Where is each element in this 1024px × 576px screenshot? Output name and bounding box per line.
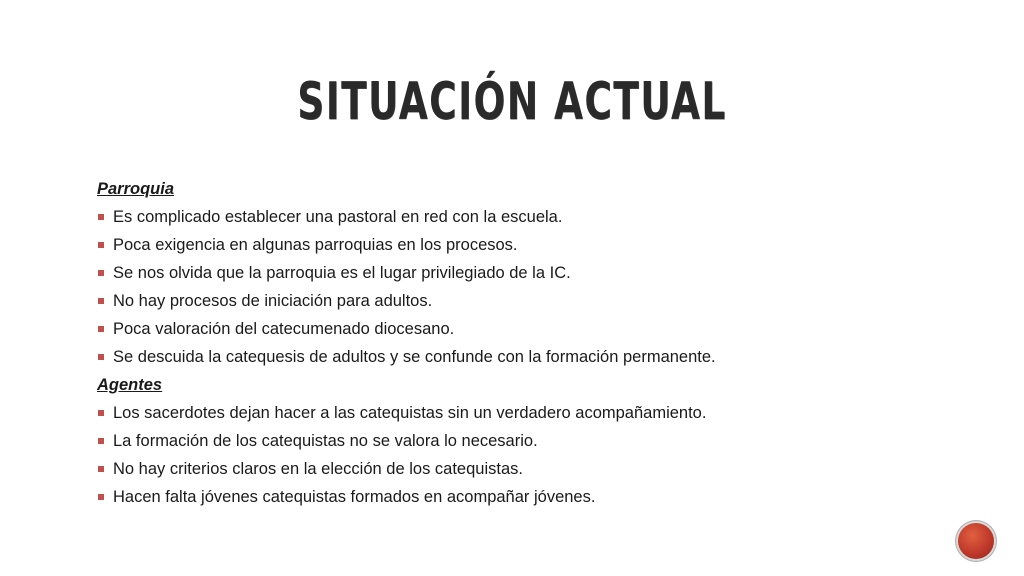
list-item: No hay criterios claros en la elección de los catequistas. <box>97 455 917 483</box>
list-item: La formación de los catequistas no se valora lo necesario. <box>97 427 917 455</box>
section-heading-agentes: Agentes <box>97 376 163 394</box>
slide-title: SITUACIÓN ACTUAL <box>297 72 727 132</box>
list-item: No hay procesos de iniciación para adultos. <box>97 287 917 315</box>
square-bullet-icon <box>97 287 113 315</box>
slide-content <box>97 175 917 511</box>
square-bullet-icon <box>97 399 113 427</box>
section-heading-parroquia: Parroquia <box>97 180 175 198</box>
list-item: Se descuida la catequesis de adultos y se confunde con la formación permanente. <box>97 343 917 371</box>
list-item: Es complicado establecer una pastoral en red con la escuela. <box>97 203 917 231</box>
list-item: Hacen falta jóvenes catequistas formados en acompañar jóvenes. <box>97 483 917 511</box>
list-item: Poca exigencia en algunas parroquias en los procesos. <box>97 231 917 259</box>
list-item: Poca valoración del catecumenado diocesano. <box>97 315 917 343</box>
square-bullet-icon <box>97 427 113 455</box>
square-bullet-icon <box>97 259 113 287</box>
square-bullet-icon <box>97 483 113 511</box>
list-item: Los sacerdotes dejan hacer a las catequistas sin un verdadero acompañamiento. <box>97 399 917 427</box>
slide-number-badge-icon <box>958 523 994 559</box>
square-bullet-icon <box>97 315 113 343</box>
square-bullet-icon <box>97 231 113 259</box>
square-bullet-icon <box>97 455 113 483</box>
square-bullet-icon <box>97 343 113 371</box>
list-item: Se nos olvida que la parroquia es el lugar privilegiado de la IC. <box>97 259 917 287</box>
square-bullet-icon <box>97 203 113 231</box>
